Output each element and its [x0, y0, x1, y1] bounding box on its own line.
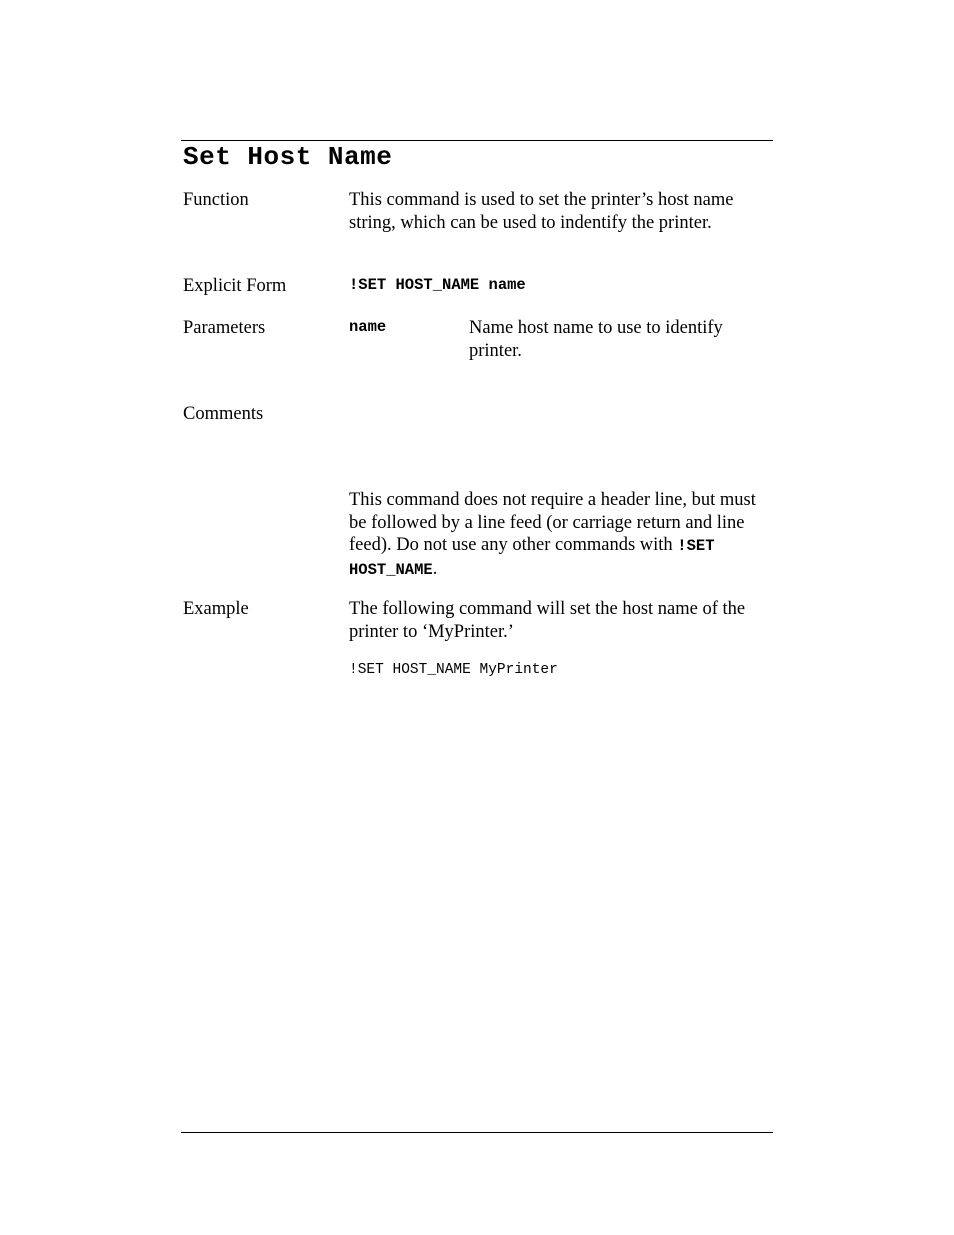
function-text: This command is used to set the printer’s host name string, which can be used to indentify the printer. — [349, 190, 734, 233]
function-label: Function — [183, 190, 249, 210]
comments-text-after: . — [432, 558, 438, 579]
comments-text-before: This command does not require a header line, but must be followed by a line feed (or carriage return and line feed). Do not use any other commands with — [349, 490, 756, 555]
parameter-name: name — [349, 318, 387, 336]
example-label: Example — [183, 599, 249, 619]
comments-inline-code: !SET HOST_NAME — [349, 537, 715, 579]
example-code: !SET HOST_NAME MyPrinter — [349, 662, 558, 678]
parameter-description: Name host name to use to identify printer. — [469, 318, 723, 361]
explicit-form-code: !SET HOST_NAME name — [349, 276, 526, 294]
comments-label: Comments — [183, 404, 264, 424]
comments-text — [349, 489, 769, 581]
page-title: Set Host Name — [183, 142, 393, 172]
explicit-form-label: Explicit Form — [183, 276, 287, 296]
parameters-label: Parameters — [183, 318, 266, 338]
example-text: The following command will set the host name of the printer to ‘MyPrinter.’ — [349, 599, 746, 642]
bottom-rule — [181, 1132, 773, 1133]
